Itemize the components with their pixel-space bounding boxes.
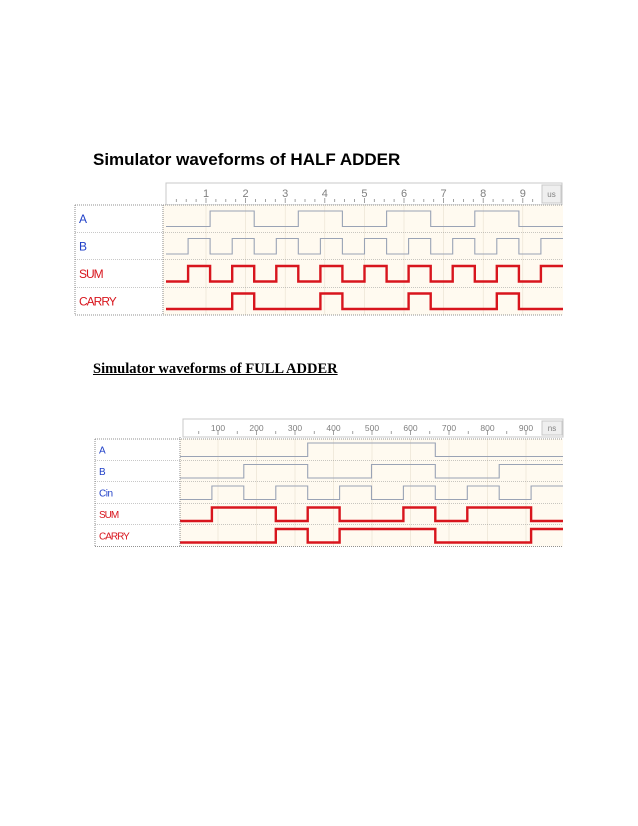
signal-label: Cin	[99, 488, 113, 500]
half-adder-title: Simulator waveforms of HALF ADDER	[93, 150, 401, 169]
signal-name-cell	[95, 439, 180, 461]
signal-label: B	[79, 239, 87, 254]
tick-label: 700	[441, 423, 457, 433]
signal-name-cell	[95, 461, 180, 483]
tick-label: 200	[249, 423, 264, 433]
signal-label: SUM	[99, 509, 119, 521]
tick-label: 8	[480, 188, 487, 200]
tick-label: 5	[361, 188, 368, 200]
signal-label: A	[79, 212, 87, 227]
wave-row-background	[180, 439, 563, 461]
signal-label: B	[99, 466, 106, 478]
tick-label: 9	[519, 188, 526, 200]
tick-label: 100	[210, 423, 226, 433]
signal-label: SUM	[79, 267, 103, 282]
tick-label: 400	[326, 423, 341, 433]
tick-label: 300	[287, 423, 303, 433]
tick-label: 500	[364, 423, 380, 433]
tick-label: 7	[440, 188, 447, 200]
time-unit-label: ns	[547, 424, 557, 433]
tick-label: 4	[321, 188, 328, 200]
tick-label: 6	[400, 188, 408, 200]
tick-label: 800	[480, 423, 495, 433]
signal-label: A	[99, 445, 106, 457]
tick-label: 2	[242, 188, 249, 200]
tick-label: 1	[202, 188, 210, 200]
full-adder-title: Simulator waveforms of FULL ADDER	[93, 361, 338, 377]
tick-label: 900	[518, 423, 534, 433]
time-unit-label: us	[547, 190, 556, 199]
tick-label: 600	[403, 423, 418, 433]
signal-label: CARRY	[79, 294, 116, 309]
signal-label: CARRY	[99, 531, 129, 543]
tick-label: 3	[282, 188, 289, 200]
